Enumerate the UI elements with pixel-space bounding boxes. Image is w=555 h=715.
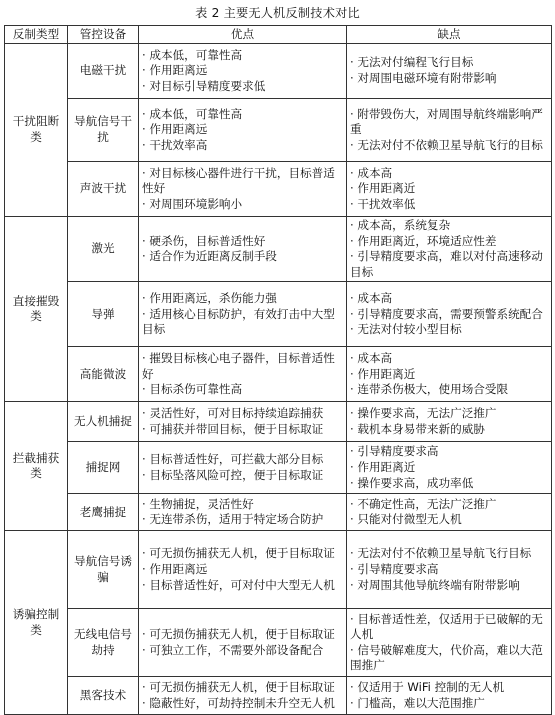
pros-item: · 隐蔽性好，可劫持控制未升空无人机 xyxy=(142,695,335,710)
pros-item: · 无连带杀伤，适用于特定场合防护 xyxy=(142,512,324,527)
pros-cell xyxy=(139,402,347,442)
table-row xyxy=(5,402,552,442)
cons-item: · 引导精度要求高 xyxy=(350,562,439,577)
header-category: 反制类型 xyxy=(5,26,68,44)
pros-item: · 干扰效率高 xyxy=(142,137,208,152)
cons-item: · 门槛高，难以大范围推广 xyxy=(350,695,485,710)
device-cell: 声波干扰 xyxy=(68,162,139,217)
device-cell: 激光 xyxy=(68,217,139,282)
table-row xyxy=(5,442,552,494)
cons-cell xyxy=(347,99,552,162)
cons-item: · 目标普适性差，仅适用于已破解的无人机 xyxy=(350,611,543,642)
pros-item: · 目标普适性好，可拦截大部分目标 xyxy=(142,452,324,467)
cons-cell xyxy=(347,677,552,715)
pros-item: · 目标普适性好，可对付中大型无人机 xyxy=(142,577,335,592)
cons-cell xyxy=(347,402,552,442)
device-cell: 高能微波 xyxy=(68,347,139,402)
cons-item: · 作用距离近，环境适应性差 xyxy=(350,233,497,248)
cons-cell xyxy=(347,282,552,347)
cons-item: · 引导精度要求高，难以对付高速移动目标 xyxy=(350,249,543,279)
header-pros: 优点 xyxy=(139,26,347,44)
pros-item: · 作用距离远 xyxy=(142,63,208,78)
header-device: 管控设备 xyxy=(68,26,139,44)
device-cell: 导航信号干扰 xyxy=(68,99,139,162)
cons-item: · 干扰效率低 xyxy=(350,196,416,211)
cons-cell xyxy=(347,531,552,609)
pros-item: · 生物捕捉，灵活性好 xyxy=(142,496,254,511)
cons-item: · 信号破解难度大，代价高，难以大范围推广 xyxy=(350,642,543,673)
pros-item: · 可无损伤捕获无人机，便于目标取证 xyxy=(142,680,335,695)
cons-cell xyxy=(347,347,552,402)
cons-item: · 仅适用于 WiFi 控制的无人机 xyxy=(350,680,505,695)
cons-item: · 只能对付微型无人机 xyxy=(350,512,462,527)
device-cell: 无线电信号劫持 xyxy=(68,609,139,677)
pros-item: · 目标杀伤可靠性高 xyxy=(142,382,243,397)
pros-item: · 目标坠落风险可控，便于目标取证 xyxy=(142,467,324,482)
pros-item: · 成本低，可靠性高 xyxy=(142,106,243,121)
cons-item: · 连带杀伤极大，使用场合受限 xyxy=(350,382,509,397)
cons-item: · 无法对付编程飞行目标 xyxy=(350,55,474,70)
category-cell: 干扰阻断类 xyxy=(5,44,68,217)
cons-item: · 操作要求高，无法广泛推广 xyxy=(350,406,497,421)
pros-cell xyxy=(139,162,347,217)
table-row xyxy=(5,217,552,282)
table-caption: 表 2 主要无人机反制技术对比 xyxy=(195,6,360,20)
cons-cell xyxy=(347,44,552,99)
pros-item: · 对周围环境影响小 xyxy=(142,196,243,211)
pros-item: · 适用核心目标防护，有效打击中大型目标 xyxy=(142,306,335,337)
pros-cell xyxy=(139,99,347,162)
table-row xyxy=(5,531,552,609)
category-cell: 直接摧毁类 xyxy=(5,217,68,402)
cons-item: · 载机本身易带来新的威胁 xyxy=(350,421,485,436)
pros-item: · 作用距离远，杀伤能力强 xyxy=(142,290,277,305)
table-row xyxy=(5,677,552,715)
cons-cell xyxy=(347,494,552,531)
device-cell: 导航信号诱骗 xyxy=(68,531,139,609)
table-row xyxy=(5,609,552,677)
pros-cell xyxy=(139,531,347,609)
pros-item: · 对目标核心器件进行干扰，目标普适性好 xyxy=(142,165,335,196)
cons-item: · 成本高 xyxy=(350,350,393,365)
pros-item: · 对目标引导精度要求低 xyxy=(142,78,266,93)
pros-item: · 作用距离远 xyxy=(142,122,208,137)
device-cell: 捕捉网 xyxy=(68,442,139,494)
pros-cell xyxy=(139,677,347,715)
pros-item: · 作用距离远 xyxy=(142,562,208,577)
pros-cell xyxy=(139,44,347,99)
table-row xyxy=(5,99,552,162)
cons-item: · 作用距离近 xyxy=(350,181,416,196)
cons-item: · 对周围电磁环境有附带影响 xyxy=(350,71,497,85)
pros-item: · 灵活性好，可对目标持续追踪捕获 xyxy=(142,406,324,421)
cons-item: · 引导精度要求高，需要预警系统配合 xyxy=(350,306,543,321)
cons-cell xyxy=(347,162,552,217)
pros-cell xyxy=(139,217,347,282)
pros-cell xyxy=(139,347,347,402)
pros-cell xyxy=(139,609,347,677)
table-row xyxy=(5,282,552,347)
cons-item: · 成本高，系统复杂 xyxy=(350,218,451,232)
pros-item: · 可捕获并带回目标，便于目标取证 xyxy=(142,421,324,436)
cons-item: · 作用距离近 xyxy=(350,460,416,475)
pros-item: · 可独立工作，不需要外部设备配合 xyxy=(142,642,324,657)
pros-item: · 可无损伤捕获无人机，便于目标取证 xyxy=(142,627,335,642)
cons-cell xyxy=(347,442,552,494)
header-row xyxy=(5,26,552,44)
table-row xyxy=(5,494,552,531)
cons-cell xyxy=(347,609,552,677)
header-cons: 缺点 xyxy=(347,26,552,44)
cons-item: · 无法对付较小型目标 xyxy=(350,322,462,337)
cons-item: · 无法对付不依赖卫星导航飞行目标 xyxy=(350,546,532,561)
pros-cell xyxy=(139,282,347,347)
cons-item: · 成本高 xyxy=(350,165,393,180)
cons-item: · 对周围其他导航终端有附带影响 xyxy=(350,577,520,592)
pros-item: · 适合作为近距离反制手段 xyxy=(142,249,277,264)
device-cell: 无人机捕捉 xyxy=(68,402,139,442)
pros-item: · 摧毁目标核心电子器件，目标普适性好 xyxy=(142,350,335,381)
category-cell: 拦截捕获类 xyxy=(5,402,68,531)
pros-cell xyxy=(139,442,347,494)
cons-item: · 附带毁伤大，对周围导航终端影响严重 xyxy=(350,106,543,137)
cons-item: · 引导精度要求高 xyxy=(350,444,439,459)
device-cell: 导弹 xyxy=(68,282,139,347)
pros-item: · 可无损伤捕获无人机，便于目标取证 xyxy=(142,546,335,561)
table-row xyxy=(5,44,552,99)
category-cell: 诱骗控制类 xyxy=(5,531,68,715)
table-row xyxy=(5,347,552,402)
device-cell: 电磁干扰 xyxy=(68,44,139,99)
cons-item: · 操作要求高，成功率低 xyxy=(350,475,474,490)
pros-cell xyxy=(139,494,347,531)
cons-item: · 无法对付不依赖卫星导航飞行的目标 xyxy=(350,137,543,152)
table-row xyxy=(5,162,552,217)
cons-item: · 不确定性高，无法广泛推广 xyxy=(350,496,497,511)
pros-item: · 硬杀伤，目标普适性好 xyxy=(142,233,266,248)
device-cell: 黑客技术 xyxy=(68,677,139,715)
comparison-table xyxy=(4,25,552,715)
cons-cell xyxy=(347,217,552,282)
cons-item: · 作用距离近 xyxy=(350,366,416,381)
device-cell: 老鹰捕捉 xyxy=(68,494,139,531)
pros-item: · 成本低，可靠性高 xyxy=(142,47,243,62)
cons-item: · 成本高 xyxy=(350,290,393,305)
